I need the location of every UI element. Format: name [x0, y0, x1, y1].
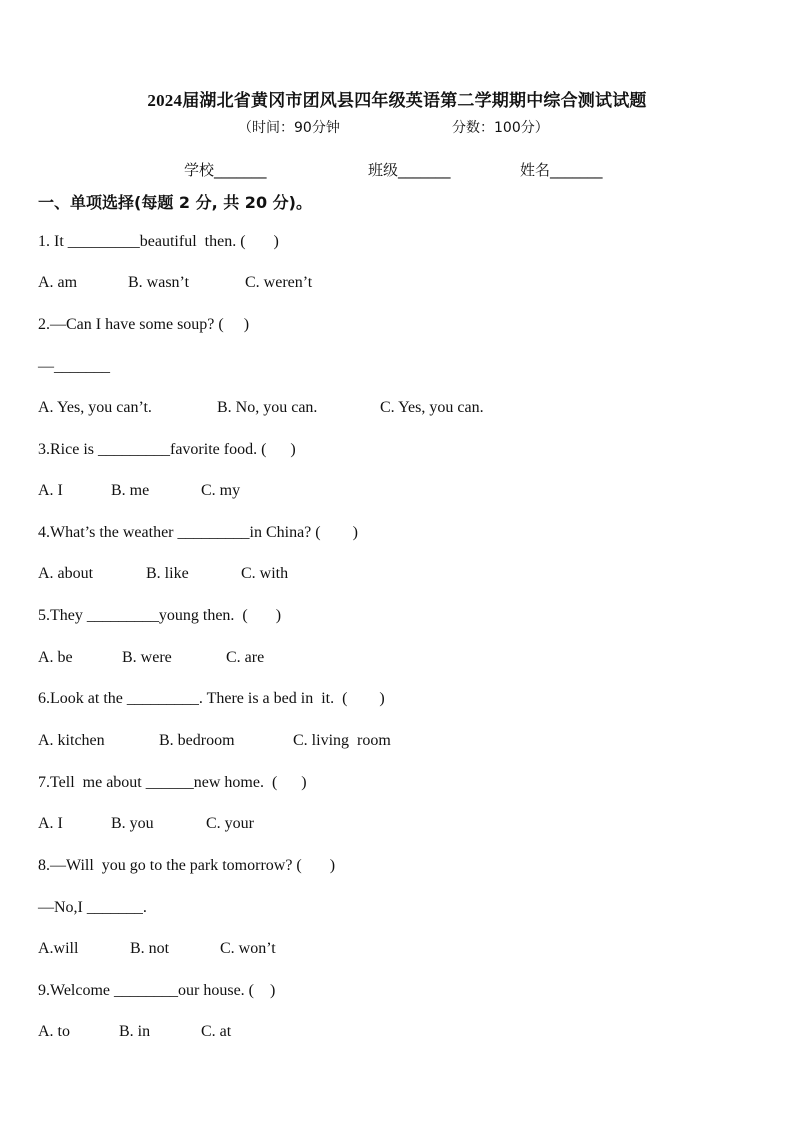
question-8-stem: 8.—Will you go to the park tomorrow? ( ): [38, 857, 336, 874]
question-9-stem: 9.Welcome ________our house. ( ): [38, 982, 276, 999]
option-b: B. in: [119, 1023, 151, 1040]
option-a: A. about: [38, 565, 94, 582]
option-a: A. be: [38, 649, 73, 666]
option-c: C. my: [201, 482, 241, 499]
option-c: C. Yes, you can.: [380, 399, 484, 416]
option-a: A. I: [38, 482, 63, 499]
class-field: 班级_______: [368, 161, 451, 179]
option-b: B. No, you can.: [217, 399, 318, 416]
option-c: C. weren’t: [245, 274, 313, 291]
exam-time: （时间：90分钟: [238, 120, 340, 136]
option-a: A. kitchen: [38, 732, 105, 749]
question-2-reply: —_______: [38, 358, 110, 375]
option-c: C. are: [226, 649, 265, 666]
option-b: B. bedroom: [159, 732, 235, 749]
exam-title: 2024届湖北省黄冈市团风县四年级英语第二学期期中综合测试试题: [147, 91, 647, 110]
option-c: C. your: [206, 815, 254, 832]
question-3-stem: 3.Rice is _________favorite food. ( ): [38, 441, 296, 458]
option-a: A. to: [38, 1023, 70, 1040]
option-b: B. like: [146, 565, 189, 582]
option-c: C. with: [241, 565, 289, 582]
question-5-stem: 5.They _________young then. ( ): [38, 607, 282, 624]
question-2-stem: 2.—Can I have some soup? ( ): [38, 316, 250, 333]
option-b: B. you: [111, 815, 154, 832]
question-9-options: [38, 1023, 232, 1113]
name-field: 姓名_______: [520, 161, 603, 179]
option-b: B. were: [122, 649, 172, 666]
question-8-reply: —No,I _______.: [38, 899, 147, 916]
option-c: C. at: [201, 1023, 232, 1040]
question-4-stem: 4.What’s the weather _________in China? ( ): [38, 524, 358, 541]
section-heading: 一、单项选择(每题 2 分, 共 20 分)。: [38, 193, 312, 212]
option-a: A. Yes, you can’t.: [38, 399, 152, 416]
question-6-stem: 6.Look at the _________. There is a bed in it. ( ): [38, 690, 385, 707]
option-a: A. am: [38, 274, 78, 291]
option-a: A. I: [38, 815, 63, 832]
option-c: C. won’t: [220, 940, 276, 957]
school-field: 学校_______: [184, 161, 267, 179]
option-b: B. not: [130, 940, 170, 957]
question-1-stem: 1. It _________beautiful then. ( ): [38, 233, 279, 250]
option-c: C. living room: [293, 732, 391, 749]
option-b: B. wasn’t: [128, 274, 190, 291]
exam-score: 分数：100分）: [452, 120, 549, 136]
option-b: B. me: [111, 482, 150, 499]
question-7-stem: 7.Tell me about ______new home. ( ): [38, 774, 307, 791]
option-a: A.will: [38, 940, 79, 957]
